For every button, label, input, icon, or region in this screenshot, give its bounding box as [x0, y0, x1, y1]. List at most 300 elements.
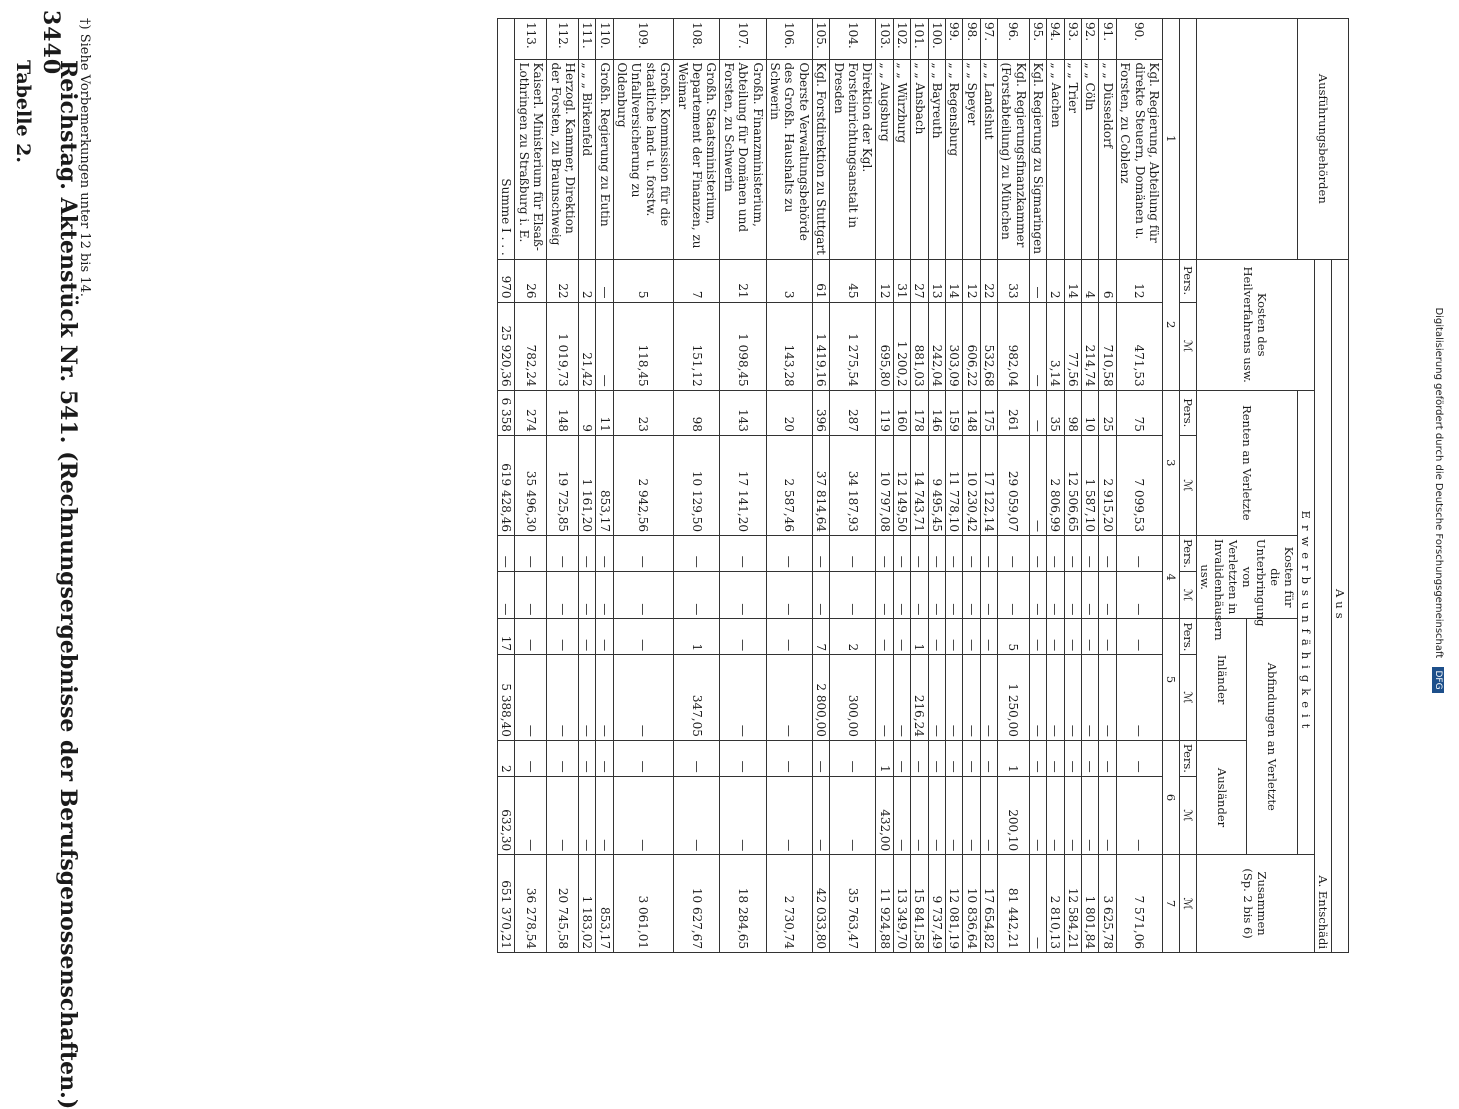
value-cell-m7: 18 284,65	[720, 855, 766, 953]
value-cell-p5: —	[1029, 619, 1046, 655]
unit-pers: Pers.	[1180, 390, 1197, 435]
table-body	[498, 19, 1163, 953]
value-cell-p2: 27	[911, 259, 928, 302]
value-cell-p6: 1	[876, 740, 893, 776]
value-cell-p5: —	[613, 619, 674, 655]
value-cell-p5: —	[945, 619, 962, 655]
value-cell-p2: 22	[980, 259, 997, 302]
value-cell-p5: 1	[911, 619, 928, 655]
value-cell-m3: 37 814,64	[812, 435, 829, 535]
value-cell-m2: 532,68	[980, 302, 997, 390]
value-cell-p3: 143	[720, 390, 766, 435]
value-cell-m7: 42 033,80	[812, 855, 829, 953]
value-cell-m4: —	[812, 571, 829, 619]
authority-cell: Kgl. Regierungsfinanzkammer (Forstabteilung) zu München	[998, 59, 1030, 259]
value-cell-m3: 10 797,08	[876, 435, 893, 535]
value-cell-p2: 12	[963, 259, 980, 302]
header-authority	[1298, 19, 1349, 260]
value-cell-m4: —	[945, 571, 962, 619]
value-cell-p2: 3	[766, 259, 812, 302]
value-cell-p6: —	[945, 740, 962, 776]
value-cell-p3: 287	[830, 390, 876, 435]
header-section-a	[1315, 259, 1332, 952]
value-cell-m3: 10 129,50	[674, 435, 720, 535]
value-cell-p3: 274	[515, 390, 547, 435]
value-cell-m2: 982,04	[998, 302, 1030, 390]
heilverfahren-text: Kosten des Heilverfahrens usw.	[1241, 266, 1270, 383]
value-cell-p2: 2	[1047, 259, 1064, 302]
value-cell-p2: 6	[1099, 259, 1116, 302]
unit-mark: ℳ	[1180, 435, 1197, 535]
value-cell-m2: 143,28	[766, 302, 812, 390]
value-cell-m6: —	[596, 776, 613, 855]
row-number: 94.	[1047, 19, 1064, 60]
value-cell-p6: —	[980, 740, 997, 776]
table-row	[1099, 19, 1116, 953]
column-number: 5	[1163, 619, 1180, 741]
value-cell-m6: —	[812, 776, 829, 855]
value-cell-m2: 1 419,16	[812, 302, 829, 390]
table-row	[1082, 19, 1099, 953]
page-title: Reichstag. Aktenstück Nr. 541. (Rechnungsergebnisse der Berufsgenossenschaften.)	[55, 60, 81, 1109]
value-cell-m5: —	[547, 655, 579, 741]
value-cell-m5: —	[1099, 655, 1116, 741]
value-cell-m4: —	[1064, 571, 1081, 619]
page-number: 3440	[38, 10, 64, 76]
value-cell-p2: 2	[578, 259, 595, 302]
table-row	[812, 19, 829, 953]
header-auslaender	[1197, 740, 1248, 854]
value-cell-m4: —	[578, 571, 595, 619]
value-cell-p2: —	[596, 259, 613, 302]
table-row	[547, 19, 579, 953]
value-cell-m2: 118,45	[613, 302, 674, 390]
value-cell-p5: 5	[998, 619, 1030, 655]
value-cell-m3: 12 506,65	[1064, 435, 1081, 535]
value-cell-m5: —	[720, 655, 766, 741]
value-cell-p3: 175	[980, 390, 997, 435]
authority-cell: „ „ Trier	[1064, 59, 1081, 259]
value-cell-m5: 300,00	[830, 655, 876, 741]
value-cell-m3: 35 496,30	[515, 435, 547, 535]
footnote: †) Siehe Vorbemerkungen unter 12 bis 14.	[77, 18, 92, 297]
sum-cell-m4: —	[498, 571, 515, 619]
value-cell-m2: 782,24	[515, 302, 547, 390]
authority-cell: Oberste Verwaltungsbehörde des Großh. Haushalts zu Schwerin	[766, 59, 812, 259]
value-cell-m7: 2 810,13	[1047, 855, 1064, 953]
authority-cell: „ „ „ Birkenfeld	[578, 59, 595, 259]
authority-cell: Kgl. Forstdirektion zu Stuttgart	[812, 59, 829, 259]
table-row	[596, 19, 613, 953]
value-cell-m6: —	[963, 776, 980, 855]
value-cell-p2: —	[1029, 259, 1046, 302]
unit-pers: Pers.	[1180, 535, 1197, 571]
value-cell-m2: —	[1029, 302, 1046, 390]
authority-cell: „ „ Düsseldorf	[1099, 59, 1116, 259]
value-cell-p3: —	[1029, 390, 1046, 435]
column-number: 4	[1163, 535, 1180, 618]
table-row	[876, 19, 893, 953]
value-cell-m3: 34 187,93	[830, 435, 876, 535]
value-cell-m7: —	[1029, 855, 1046, 953]
table-row	[1116, 19, 1162, 953]
header-unterbringung	[1197, 535, 1298, 641]
value-cell-p6: —	[1116, 740, 1162, 776]
value-cell-m6: —	[674, 776, 720, 855]
row-number: 95.	[1029, 19, 1046, 60]
value-cell-m3: 7 099,53	[1116, 435, 1162, 535]
unit-mark: ℳ	[1180, 302, 1197, 390]
value-cell-m2: 303,09	[945, 302, 962, 390]
value-cell-p6: —	[963, 740, 980, 776]
table-row	[1064, 19, 1081, 953]
value-cell-m7: 12 081,19	[945, 855, 962, 953]
value-cell-m5: —	[515, 655, 547, 741]
row-number: 109.	[613, 19, 674, 60]
value-cell-p6: —	[1029, 740, 1046, 776]
value-cell-m6: —	[613, 776, 674, 855]
row-number: 113.	[515, 19, 547, 60]
authority-cell: Kaiserl. Ministerium für Elsaß-Lothringen zu Straßburg i. E.	[515, 59, 547, 259]
value-cell-m7: 3 625,78	[1099, 855, 1116, 953]
table-row	[613, 19, 674, 953]
value-cell-p6: —	[766, 740, 812, 776]
sum-cell-p2: 970	[498, 259, 515, 302]
value-cell-m5: —	[596, 655, 613, 741]
unit-mark: ℳ	[1180, 571, 1197, 619]
row-number: 97.	[980, 19, 997, 60]
header-spacer	[1197, 19, 1298, 260]
authority-cell: „ „ Würzburg	[893, 59, 910, 259]
value-cell-p3: 11	[596, 390, 613, 435]
table-frame	[99, 18, 1349, 953]
row-number: 96.	[998, 19, 1030, 60]
row-number: 106.	[766, 19, 812, 60]
value-cell-m6: —	[515, 776, 547, 855]
value-cell-m5: —	[980, 655, 997, 741]
value-cell-m6: 432,00	[876, 776, 893, 855]
value-cell-p3: 148	[547, 390, 579, 435]
value-cell-p3: 98	[1064, 390, 1081, 435]
unit-mark: ℳ	[1180, 776, 1197, 855]
value-cell-p5: —	[547, 619, 579, 655]
column-number: 3	[1163, 390, 1180, 535]
value-cell-m2: 1 200,2	[893, 302, 910, 390]
value-cell-m7: 10 627,67	[674, 855, 720, 953]
value-cell-m2: 1 275,54	[830, 302, 876, 390]
value-cell-p3: 160	[893, 390, 910, 435]
value-cell-m5: —	[1047, 655, 1064, 741]
sum-cell-m5: 5 388,40	[498, 655, 515, 741]
table-row	[963, 19, 980, 953]
value-cell-p3: 148	[963, 390, 980, 435]
value-cell-p5: —	[876, 619, 893, 655]
value-cell-p6: —	[613, 740, 674, 776]
value-cell-m7: 20 745,58	[547, 855, 579, 953]
header-abfindungen	[1247, 619, 1298, 855]
value-cell-p6: —	[596, 740, 613, 776]
column-number: 6	[1163, 740, 1180, 854]
section-a-text: A. Entschädi	[1316, 875, 1330, 949]
value-cell-p5: —	[1099, 619, 1116, 655]
value-cell-m7: 2 730,74	[766, 855, 812, 953]
zusammen-text: Zusammen (Sp. 2 bis 6)	[1241, 868, 1270, 939]
authority-cell: Großh. Kommission für die staatliche land- u. forstw. Unfallversicherung zu Oldenburg	[613, 59, 674, 259]
value-cell-p4: —	[963, 535, 980, 571]
row-number: 105.	[812, 19, 829, 60]
value-cell-m6: —	[911, 776, 928, 855]
value-cell-p3: 396	[812, 390, 829, 435]
value-cell-p4: —	[1116, 535, 1162, 571]
value-cell-m2: —	[596, 302, 613, 390]
value-cell-m4: —	[1047, 571, 1064, 619]
value-cell-m2: 3,14	[1047, 302, 1064, 390]
value-cell-m7: 1 183,02	[578, 855, 595, 953]
value-cell-p5: —	[1082, 619, 1099, 655]
table-row	[893, 19, 910, 953]
value-cell-m4: —	[613, 571, 674, 619]
value-cell-m2: 710,58	[1099, 302, 1116, 390]
unit-pers: Pers.	[1180, 259, 1197, 302]
sum-cell-m2: 25 920,36	[498, 302, 515, 390]
unit-pers: Pers.	[1180, 740, 1197, 776]
value-cell-p5: —	[596, 619, 613, 655]
value-cell-p5: —	[578, 619, 595, 655]
value-cell-p4: —	[1064, 535, 1081, 571]
value-cell-m6: —	[1029, 776, 1046, 855]
value-cell-m7: 9 737,49	[928, 855, 945, 953]
value-cell-m2: 151,12	[674, 302, 720, 390]
table-row	[830, 19, 876, 953]
sum-cell-p6: 2	[498, 740, 515, 776]
value-cell-m3: 14 743,71	[911, 435, 928, 535]
value-cell-p2: 5	[613, 259, 674, 302]
value-cell-m3: 10 230,42	[963, 435, 980, 535]
value-cell-m2: 214,74	[1082, 302, 1099, 390]
value-cell-p3: 119	[876, 390, 893, 435]
value-cell-m2: 1 019,73	[547, 302, 579, 390]
value-cell-m5: 216,24	[911, 655, 928, 741]
value-cell-p2: 14	[1064, 259, 1081, 302]
authority-heading: Ausführungsbehörden	[1316, 73, 1330, 204]
authority-cell: „ „ Ansbach	[911, 59, 928, 259]
row-number: 93.	[1064, 19, 1081, 60]
value-cell-m7: 853,17	[596, 855, 613, 953]
value-cell-m5: —	[1082, 655, 1099, 741]
value-cell-p2: 7	[674, 259, 720, 302]
authority-cell: Direktion der Kgl. Forsteinrichtungsanstalt in Dresden	[830, 59, 876, 259]
value-cell-p5: —	[980, 619, 997, 655]
value-cell-m7: 13 349,70	[893, 855, 910, 953]
value-cell-p3: 25	[1099, 390, 1116, 435]
value-cell-m3: 11 778,10	[945, 435, 962, 535]
value-cell-p4: —	[812, 535, 829, 571]
sum-label: Summe I . . .	[498, 19, 515, 260]
value-cell-p2: 14	[945, 259, 962, 302]
value-cell-p6: —	[515, 740, 547, 776]
value-cell-m2: 881,03	[911, 302, 928, 390]
value-cell-p6: —	[830, 740, 876, 776]
value-cell-p3: 10	[1082, 390, 1099, 435]
value-cell-m3: 2 915,20	[1099, 435, 1116, 535]
row-number: 110.	[596, 19, 613, 60]
value-cell-m6: —	[928, 776, 945, 855]
value-cell-m5: —	[876, 655, 893, 741]
value-cell-m3: 2 587,46	[766, 435, 812, 535]
renten-text: Renten an Verletzte	[1240, 405, 1254, 521]
value-cell-m5: —	[945, 655, 962, 741]
value-cell-m6: —	[1082, 776, 1099, 855]
value-cell-p5: —	[515, 619, 547, 655]
value-cell-p2: 22	[547, 259, 579, 302]
value-cell-p5: —	[720, 619, 766, 655]
value-cell-m4: —	[1116, 571, 1162, 619]
row-number: 99.	[945, 19, 962, 60]
value-cell-m4: —	[963, 571, 980, 619]
value-cell-m5: 347,05	[674, 655, 720, 741]
sum-cell-m6: 632,30	[498, 776, 515, 855]
authority-cell: Großh. Staatsministerium, Departement der Finanzen, zu Weimar	[674, 59, 720, 259]
value-cell-p5: 7	[812, 619, 829, 655]
value-cell-m5: —	[963, 655, 980, 741]
value-cell-m6: —	[766, 776, 812, 855]
value-cell-p3: 75	[1116, 390, 1162, 435]
unterbringung-text: Kosten für die Unterbringung von Verletzten in Invalidenhäusern usw.	[1198, 538, 1296, 641]
value-cell-m6: —	[547, 776, 579, 855]
value-cell-p4: —	[613, 535, 674, 571]
value-cell-m7: 1 801,84	[1082, 855, 1099, 953]
row-number: 98.	[963, 19, 980, 60]
value-cell-m3: 1 161,20	[578, 435, 595, 535]
value-cell-p2: 4	[1082, 259, 1099, 302]
value-cell-p6: —	[578, 740, 595, 776]
value-cell-p5: —	[1047, 619, 1064, 655]
value-cell-m6: —	[1099, 776, 1116, 855]
value-cell-m7: 15 841,58	[911, 855, 928, 953]
value-cell-m7: 7 571,06	[1116, 855, 1162, 953]
row-number: 90.	[1116, 19, 1162, 60]
value-cell-m6: —	[1064, 776, 1081, 855]
row-number: 112.	[547, 19, 579, 60]
sum-cell-m3: 619 428,46	[498, 435, 515, 535]
value-cell-m6: —	[830, 776, 876, 855]
value-cell-m4: —	[766, 571, 812, 619]
value-cell-m6: 200,10	[998, 776, 1030, 855]
value-cell-m2: 77,56	[1064, 302, 1081, 390]
value-cell-p5: 1	[674, 619, 720, 655]
value-cell-m3: —	[1029, 435, 1046, 535]
value-cell-p4: —	[674, 535, 720, 571]
table-row	[980, 19, 997, 953]
value-cell-m4: —	[596, 571, 613, 619]
value-cell-m7: 17 654,82	[980, 855, 997, 953]
value-cell-m3: 17 122,14	[980, 435, 997, 535]
row-number: 92.	[1082, 19, 1099, 60]
value-cell-p5: —	[928, 619, 945, 655]
value-cell-p4: —	[928, 535, 945, 571]
value-cell-m7: 11 924,88	[876, 855, 893, 953]
value-cell-p4: —	[998, 535, 1030, 571]
header-zusammen	[1197, 855, 1315, 953]
value-cell-m7: 36 278,54	[515, 855, 547, 953]
table-row	[998, 19, 1030, 953]
value-cell-m7: 3 061,01	[613, 855, 674, 953]
value-cell-m4: —	[830, 571, 876, 619]
value-cell-m4: —	[547, 571, 579, 619]
value-cell-p3: 9	[578, 390, 595, 435]
value-cell-p6: —	[893, 740, 910, 776]
row-number: 103.	[876, 19, 893, 60]
value-cell-p3: 146	[928, 390, 945, 435]
value-cell-p6: —	[547, 740, 579, 776]
sum-cell-m7: 651 370,21	[498, 855, 515, 953]
value-cell-p5: 2	[830, 619, 876, 655]
value-cell-m3: 17 141,20	[720, 435, 766, 535]
table-label: Tabelle 2.	[12, 60, 34, 163]
value-cell-p4: —	[1047, 535, 1064, 571]
value-cell-m5: —	[578, 655, 595, 741]
authority-cell: „ „ Aachen	[1047, 59, 1064, 259]
value-cell-m5: 1 250,00	[998, 655, 1030, 741]
value-cell-p4: —	[720, 535, 766, 571]
table-row	[911, 19, 928, 953]
row-number: 102.	[893, 19, 910, 60]
unit-pers: Pers.	[1180, 619, 1197, 655]
value-cell-m5: —	[1116, 655, 1162, 741]
value-cell-m7: 12 584,21	[1064, 855, 1081, 953]
value-cell-p4: —	[945, 535, 962, 571]
table-row	[928, 19, 945, 953]
value-cell-p4: —	[515, 535, 547, 571]
row-number: 108.	[674, 19, 720, 60]
value-cell-p4: —	[893, 535, 910, 571]
value-cell-p4: —	[547, 535, 579, 571]
value-cell-p2: 21	[720, 259, 766, 302]
value-cell-m2: 242,04	[928, 302, 945, 390]
value-cell-m4: —	[515, 571, 547, 619]
value-cell-m6: —	[980, 776, 997, 855]
value-cell-p6: —	[1064, 740, 1081, 776]
value-cell-p6: —	[812, 740, 829, 776]
value-cell-m2: 1 098,45	[720, 302, 766, 390]
authority-cell: „ „ Regensburg	[945, 59, 962, 259]
row-number: 107.	[720, 19, 766, 60]
value-cell-m3: 12 149,50	[893, 435, 910, 535]
sum-cell-p5: 17	[498, 619, 515, 655]
header-aus	[1332, 259, 1349, 952]
value-cell-p4: —	[830, 535, 876, 571]
table-row	[578, 19, 595, 953]
value-cell-p5: —	[963, 619, 980, 655]
table-row	[674, 19, 720, 953]
value-cell-m7: 10 836,64	[963, 855, 980, 953]
sum-cell-p4: —	[498, 535, 515, 571]
authority-cell: „ „ Cöln	[1082, 59, 1099, 259]
value-cell-p4: —	[1099, 535, 1116, 571]
value-cell-m5: —	[1029, 655, 1046, 741]
value-cell-m4: —	[911, 571, 928, 619]
value-cell-p3: 35	[1047, 390, 1064, 435]
value-cell-m3: 9 495,45	[928, 435, 945, 535]
value-cell-m6: —	[1116, 776, 1162, 855]
value-cell-m7: 35 763,47	[830, 855, 876, 953]
value-cell-p2: 12	[1116, 259, 1162, 302]
credit-text: Digitalisierung gefördert durch die Deutsche Forschungsgemeinschaft	[1433, 307, 1444, 659]
column-number: 1	[1163, 19, 1180, 260]
value-cell-m3: 2 806,99	[1047, 435, 1064, 535]
value-cell-p5: —	[766, 619, 812, 655]
value-cell-p2: 13	[928, 259, 945, 302]
